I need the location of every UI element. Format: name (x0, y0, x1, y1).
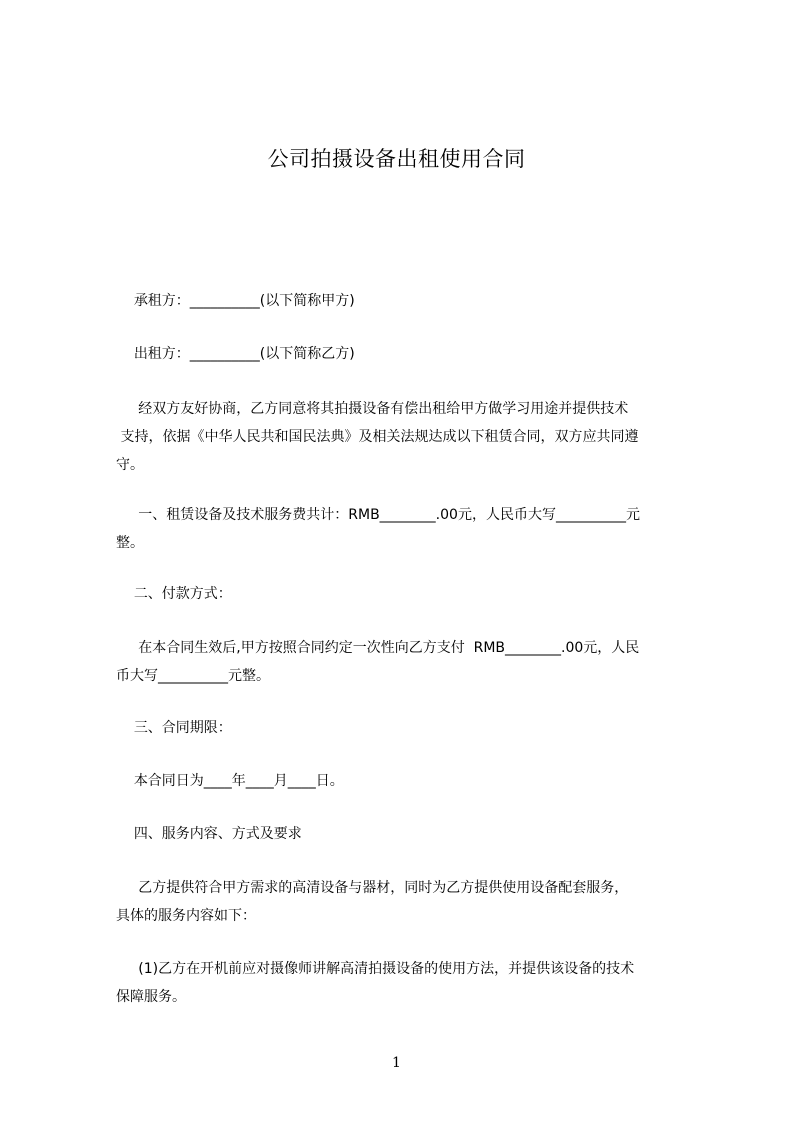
clause-1-fee: 一、租赁设备及技术服务费共计：RMB________.00元，人民币大写__________元 整。 (116, 507, 640, 551)
lessee-line: 承租方：__________(以下简称甲方) (116, 293, 355, 309)
clause-3-heading: 三、合同期限： (116, 720, 232, 736)
clause-4-body: 乙方提供符合甲方需求的高清设备与器材，同时为乙方提供使用设备配套服务， 具体的服务内容如下： (116, 880, 629, 924)
preamble-paragraph: 经双方友好协商，乙方同意将其拍摄设备有偿出租给甲方做学习用途并提供技术 支持，依据《中华人民共和国民法典》及相关法规达成以下租赁合同，双方应共同遵 守。 (116, 401, 639, 473)
clause-2-body: 在本合同生效后,甲方按照合同约定一次性向乙方支付 RMB________.00元，人民 币大写__________元整。 (116, 640, 640, 684)
document-title: 公司拍摄设备出租使用合同 (267, 147, 526, 171)
clause-2-heading: 二、付款方式： (116, 586, 232, 602)
page-number: 1 (392, 1055, 401, 1071)
clause-4-heading: 四、服务内容、方式及要求 (116, 826, 302, 842)
lessor-line: 出租方：__________(以下简称乙方) (116, 346, 355, 362)
clause-4-item-1: (1)乙方在开机前应对摄像师讲解高清拍摄设备的使用方法，并提供该设备的技术 保障服务。 (116, 961, 635, 1005)
clause-3-body: 本合同日为____年____月____日。 (116, 773, 344, 789)
